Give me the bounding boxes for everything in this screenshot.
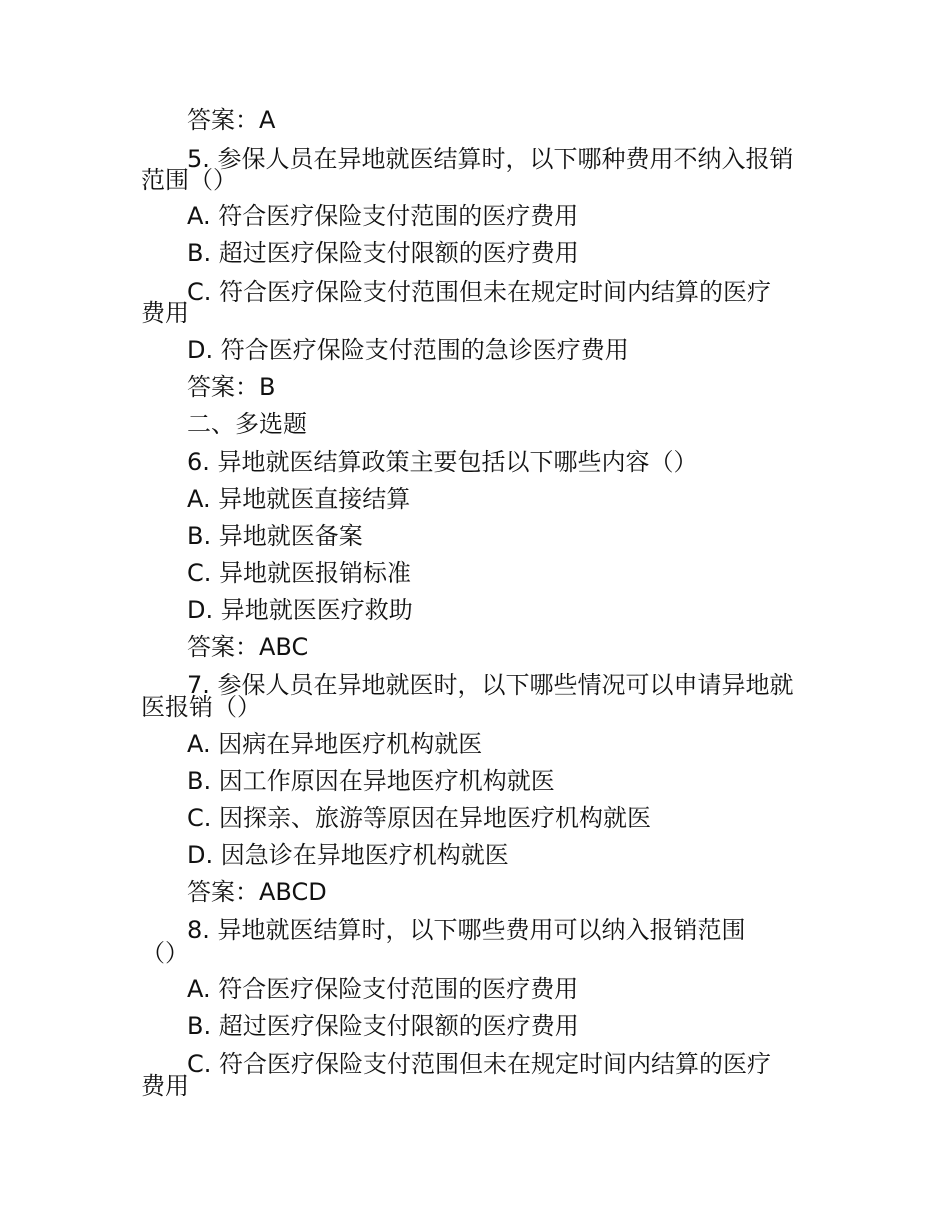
question-5-line-2: 范围（） (141, 166, 237, 194)
question-5-line-1: 5. 参保人员在异地就医结算时，以下哪种费用不纳入报销 (187, 145, 794, 173)
question-8-line-2: （） (141, 939, 189, 967)
option-c-line-2: 费用 (141, 1072, 189, 1100)
option-b-line: B. 超过医疗保险支付限额的医疗费用 (187, 1012, 579, 1040)
option-a-line: A. 异地就医直接结算 (187, 485, 411, 513)
answer-line: 答案：ABC (187, 633, 309, 661)
option-c-line: C. 因探亲、旅游等原因在异地医疗机构就医 (187, 804, 652, 832)
option-a-line: A. 符合医疗保险支付范围的医疗费用 (187, 202, 579, 230)
option-d-line: D. 因急诊在异地医疗机构就医 (187, 841, 509, 869)
question-6-line: 6. 异地就医结算政策主要包括以下哪些内容（） (187, 448, 698, 476)
question-7-line-1: 7. 参保人员在异地就医时，以下哪些情况可以申请异地就 (187, 671, 794, 699)
answer-line: 答案：ABCD (187, 878, 327, 906)
section-heading: 二、多选题 (187, 410, 307, 438)
answer-line: 答案：B (187, 373, 276, 401)
option-c-line-2: 费用 (141, 299, 189, 327)
question-8-line-1: 8. 异地就医结算时，以下哪些费用可以纳入报销范围 (187, 916, 746, 944)
option-c-line: C. 异地就医报销标准 (187, 559, 412, 587)
option-b-line: B. 超过医疗保险支付限额的医疗费用 (187, 239, 579, 267)
option-a-line: A. 因病在异地医疗机构就医 (187, 730, 483, 758)
option-a-line: A. 符合医疗保险支付范围的医疗费用 (187, 975, 579, 1003)
option-c-line-1: C. 符合医疗保险支付范围但未在规定时间内结算的医疗 (187, 278, 772, 306)
option-b-line: B. 因工作原因在异地医疗机构就医 (187, 767, 555, 795)
option-b-line: B. 异地就医备案 (187, 522, 363, 550)
option-c-line-1: C. 符合医疗保险支付范围但未在规定时间内结算的医疗 (187, 1050, 772, 1078)
option-d-line: D. 异地就医医疗救助 (187, 596, 413, 624)
option-d-line: D. 符合医疗保险支付范围的急诊医疗费用 (187, 336, 629, 364)
question-7-line-2: 医报销（） (141, 693, 261, 721)
answer-line: 答案：A (187, 106, 276, 134)
